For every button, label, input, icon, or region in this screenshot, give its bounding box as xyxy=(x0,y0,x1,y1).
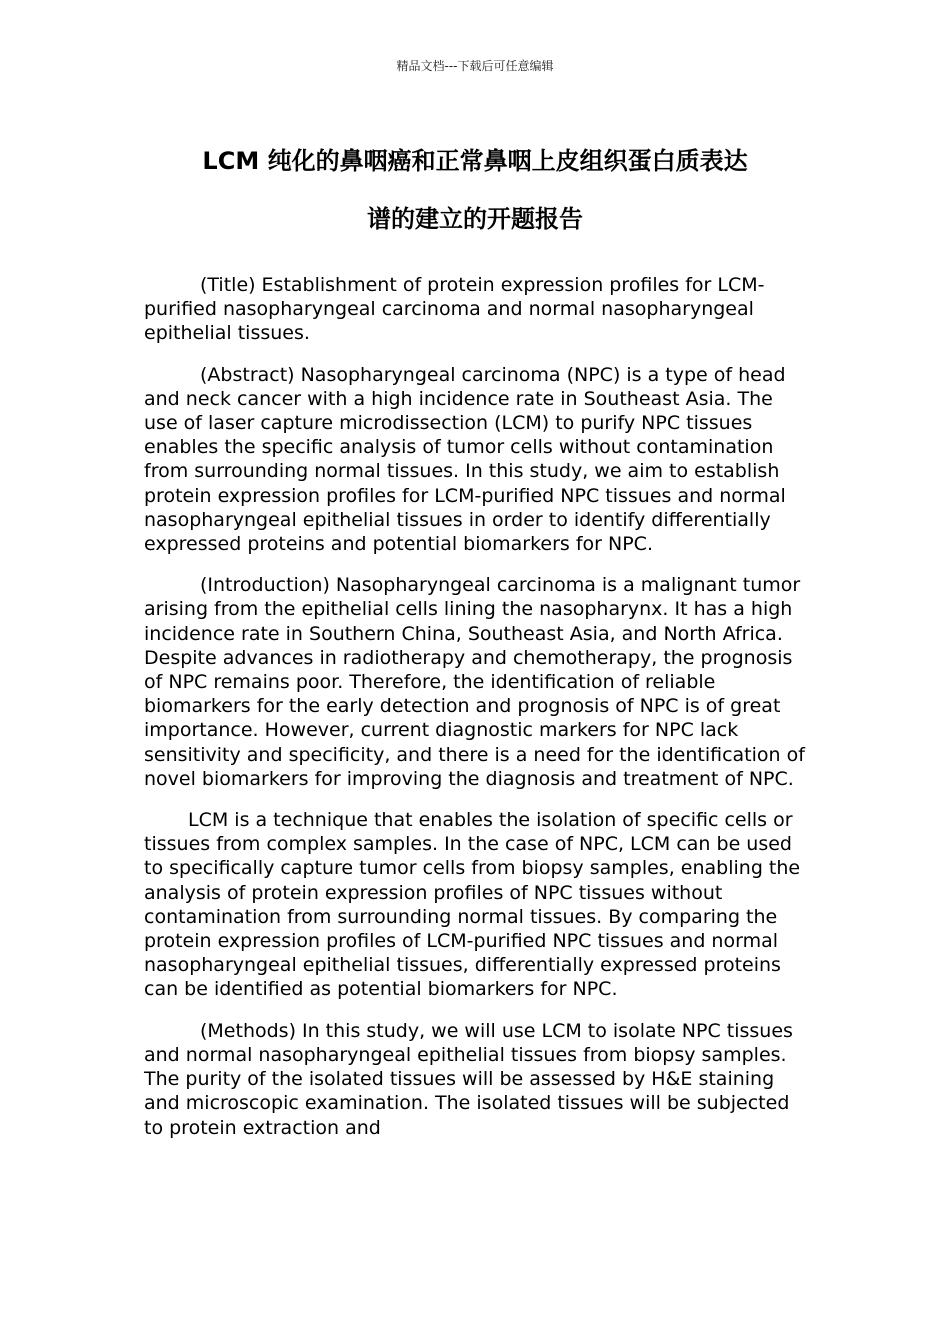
title-line-1: LCM 纯化的鼻咽癌和正常鼻咽上皮组织蛋白质表达 xyxy=(202,147,748,175)
title-line-2: 谱的建立的开题报告 xyxy=(367,205,583,233)
methods-paragraph xyxy=(144,1019,809,1140)
lcm-paragraph xyxy=(144,808,809,1002)
document-title xyxy=(100,132,850,248)
section-label: (Title) xyxy=(200,274,256,296)
document-body xyxy=(144,273,809,1157)
paragraph-text: LCM is a technique that enables the isolation of specific cells or tissues from complex samples. In the case of NPC, LCM can be used to specifically capture tumor cells from biopsy samples, enabling the analysis of protein expression profiles of NPC tissues without contamination from surrounding normal tissues. By comparing the protein expression profiles of LCM-purified NPC tissues and normal nasopharyngeal epithelial tissues, differentially expressed proteins can be identified as potential biomarkers for NPC. xyxy=(144,809,801,1001)
paragraph-text: Nasopharyngeal carcinoma is a malignant tumor arising from the epithelial cells lining the nasopharynx. It has a high incidence rate in Southern China, Southeast Asia, and North Africa. Despite advances in radiotherapy and chemotherapy, the prognosis of NPC remains poor. Therefore, the identification of reliable biomarkers for the early detection and prognosis of NPC is of great importance. However, current diagnostic markers for NPC lack sensitivity and specificity, and there is a need for the identification of novel biomarkers for improving the diagnosis and treatment of NPC. xyxy=(144,574,805,790)
title-paragraph xyxy=(144,273,809,346)
section-label: (Introduction) xyxy=(200,574,330,597)
section-label: (Methods) xyxy=(200,1019,296,1042)
introduction-paragraph xyxy=(144,573,809,791)
paragraph-text: Establishment of protein expression profiles for LCM-purified nasopharyngeal carcinoma and normal nasopharyngeal epithelial tissues. xyxy=(144,274,765,345)
abstract-paragraph xyxy=(144,363,809,557)
section-label: (Abstract) xyxy=(200,363,295,386)
page-header: 精品文档---下载后可任意编辑 xyxy=(396,59,554,73)
paragraph-text: In this study, we will use LCM to isolate NPC tissues and normal nasopharyngeal epithelial tissues from biopsy samples. The purity of the isolated tissues will be assessed by H&E staining and microscopic examination. The isolated tissues will be subjected to protein extraction and xyxy=(144,1019,793,1139)
paragraph-text: Nasopharyngeal carcinoma (NPC) is a type of head and neck cancer with a high incidence rate in Southeast Asia. The use of laser capture microdissection (LCM) to purify NPC tissues enables the specific analysis of tumor cells without contamination from surrounding normal tissues. In this study, we aim to establish protein expression profiles for LCM-purified NPC tissues and normal nasopharyngeal epithelial tissues in order to identify differentially expressed proteins and potential biomarkers for NPC. xyxy=(144,363,786,556)
